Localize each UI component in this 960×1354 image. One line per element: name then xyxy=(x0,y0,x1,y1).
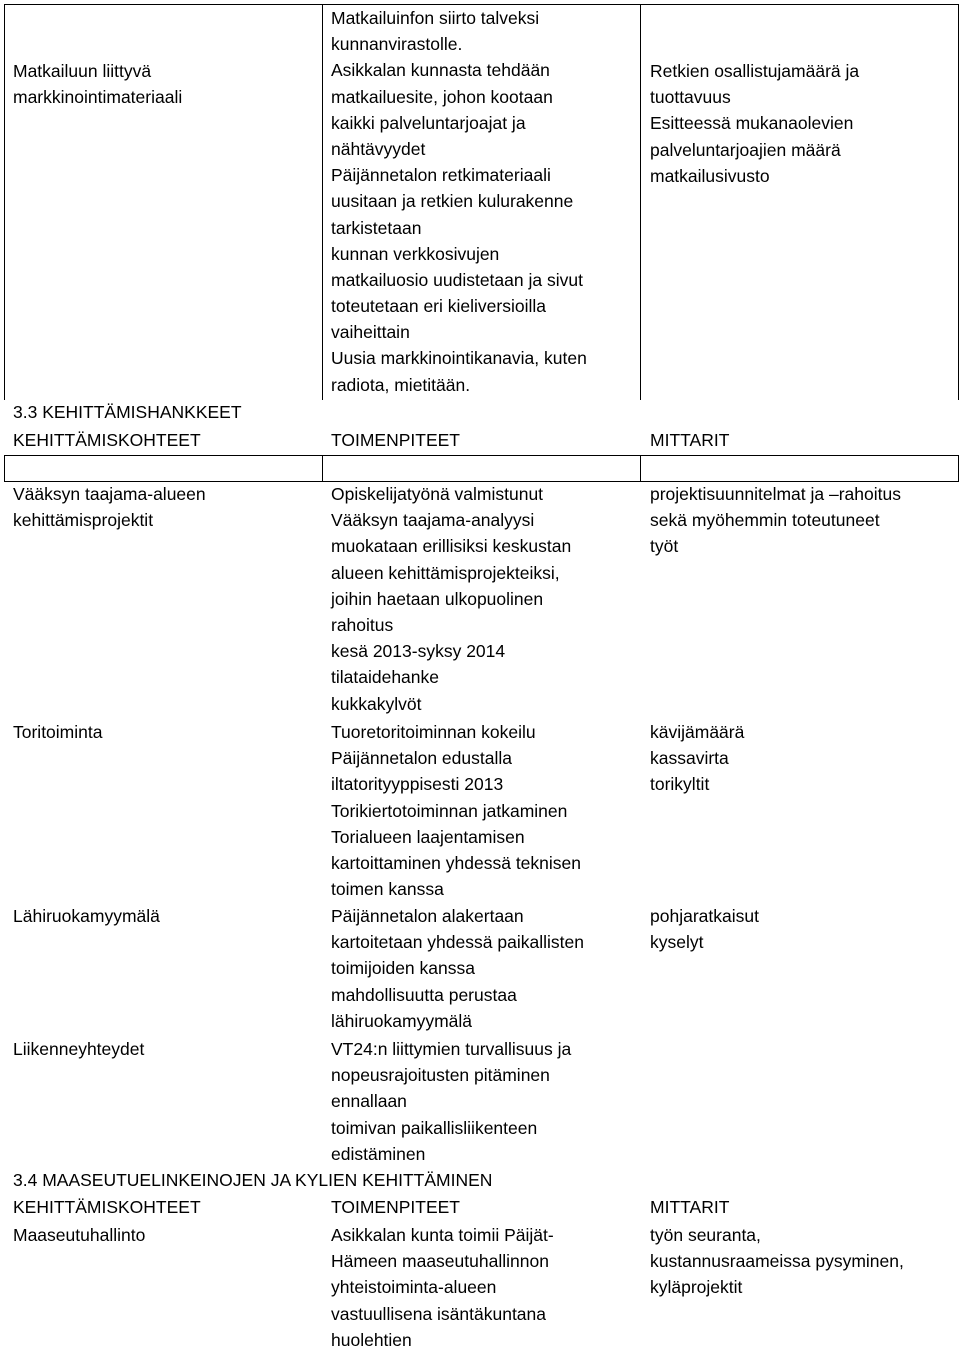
row-target-line: Vääksyn taajama-alueen xyxy=(13,484,206,504)
row-action-line: Päijännetalon edustalla xyxy=(331,748,512,769)
row-maaseutu-actions xyxy=(331,1222,554,1353)
marketing-metric-line: Retkien osallistujamäärä ja xyxy=(650,61,860,81)
marketing-action-line: radiota, mietitään. xyxy=(331,374,471,395)
row-action-line: rahoitus xyxy=(331,614,394,635)
row-action-line: alueen kehittämisprojekteiksi, xyxy=(331,562,560,583)
row-tori-actions xyxy=(331,719,581,902)
marketing-metric-line: palveluntarjoajien määrä xyxy=(650,139,841,160)
row-liikenne-actions xyxy=(331,1036,571,1167)
row-metric-line: kassavirta xyxy=(650,748,729,769)
row-action-line: yhteistoiminta-alueen xyxy=(331,1277,497,1298)
row-liikenne-target xyxy=(13,1036,144,1062)
marketing-action-line: matkailuesite, johon kootaan xyxy=(331,86,553,107)
marketing-action-line: kunnanvirastolle. xyxy=(331,34,463,55)
row-action-line: huolehtien xyxy=(331,1329,412,1350)
row-action-line: Hämeen maaseutuhallinnon xyxy=(331,1251,549,1272)
row-action-line: toimivan paikallisliikenteen xyxy=(331,1117,538,1138)
row-target-line: Toritoiminta xyxy=(13,722,103,742)
divider-col3-top xyxy=(640,4,641,400)
row-tori-target xyxy=(13,719,102,745)
row-metric-line: työn seuranta, xyxy=(650,1225,761,1245)
marketing-action-line: kunnan verkkosivujen xyxy=(331,243,500,264)
row-lahiruoka-target xyxy=(13,903,160,929)
row-vaaksy-metrics xyxy=(650,481,901,560)
row-target-line: Lähiruokamyymälä xyxy=(13,906,160,926)
empty-row-top-border xyxy=(4,455,959,456)
col-header-metrics xyxy=(650,427,729,453)
marketing-metric-line: Esitteessä mukanaolevien xyxy=(650,113,854,134)
col-header-text: MITTARIT xyxy=(650,430,730,450)
marketing-metric-line: tuottavuus xyxy=(650,87,731,108)
row-lahiruoka-metrics xyxy=(650,903,759,955)
col-header-text: MITTARIT xyxy=(650,1197,730,1217)
row-action-line: Opiskelijatyönä valmistunut xyxy=(331,484,544,504)
empty-row-right xyxy=(958,455,959,482)
marketing-action-line: Päijännetalon retkimateriaali xyxy=(331,165,551,186)
row-target-line: kehittämisprojektit xyxy=(13,510,154,531)
marketing-action-line: nähtävyydet xyxy=(331,138,426,159)
row-action-line: iltatorityyppisesti 2013 xyxy=(331,774,504,795)
row-action-line: tilataidehanke xyxy=(331,667,439,688)
row-action-line: kartoitetaan yhdessä paikallisten xyxy=(331,932,584,953)
row-metric-line: kyläprojektit xyxy=(650,1277,743,1298)
row-action-line: VT24:n liittymien turvallisuus ja xyxy=(331,1039,572,1059)
col-header-text: KEHITTÄMISKOHTEET xyxy=(13,430,201,450)
marketing-metrics xyxy=(650,58,859,189)
row-metric-line: projektisuunnitelmat ja –rahoitus xyxy=(650,484,901,504)
marketing-target xyxy=(13,58,182,110)
row-action-line: edistäminen xyxy=(331,1143,426,1164)
row-metric-line: sekä myöhemmin toteutuneet xyxy=(650,510,880,531)
marketing-action-line: Uusia markkinointikanavia, kuten xyxy=(331,348,587,369)
row-action-line: lähiruokamyymälä xyxy=(331,1010,473,1031)
col-header-actions-3-4 xyxy=(331,1194,460,1220)
marketing-target-line: markkinointimateriaali xyxy=(13,87,183,108)
row-vaaksy-target xyxy=(13,481,206,533)
marketing-action-line: tarkistetaan xyxy=(331,217,422,238)
row-action-line: toimen kanssa xyxy=(331,879,444,900)
marketing-action-line: uusitaan ja retkien kulurakenne xyxy=(331,191,574,212)
row-action-line: Asikkalan kunta toimii Päijät- xyxy=(331,1225,554,1245)
marketing-actions xyxy=(331,5,587,398)
left-border-top xyxy=(4,4,5,400)
row-action-line: nopeusrajoitusten pitäminen xyxy=(331,1065,550,1086)
row-action-line: Päijännetalon alakertaan xyxy=(331,906,524,926)
col-header-text: KEHITTÄMISKOHTEET xyxy=(13,1197,201,1217)
marketing-action-line: matkailuosio uudistetaan ja sivut xyxy=(331,269,583,290)
row-action-line: Torikiertotoiminnan jatkaminen xyxy=(331,800,568,821)
row-action-line: mahdollisuutta perustaa xyxy=(331,984,517,1005)
row-action-line: joihin haetaan ulkopuolinen xyxy=(331,588,544,609)
col-header-text: TOIMENPITEET xyxy=(331,430,460,450)
row-action-line: muokataan erillisiksi keskustan xyxy=(331,536,572,557)
row-action-line: toimijoiden kanssa xyxy=(331,958,475,979)
section-3-4-heading xyxy=(13,1167,492,1193)
section-heading-text: 3.3 KEHITTÄMISHANKKEET xyxy=(13,402,242,422)
row-action-line: Torialueen laajentamisen xyxy=(331,826,525,847)
row-maaseutu-metrics xyxy=(650,1222,904,1301)
marketing-action-line: vaiheittain xyxy=(331,322,410,343)
col-header-targets-3-4 xyxy=(13,1194,201,1220)
empty-row-left xyxy=(4,455,5,482)
row-lahiruoka-actions xyxy=(331,903,584,1034)
row-action-line: Vääksyn taajama-analyysi xyxy=(331,510,535,531)
marketing-action-line: Matkailuinfon siirto talveksi xyxy=(331,8,540,28)
row-vaaksy-actions xyxy=(331,481,571,717)
col-header-text: TOIMENPITEET xyxy=(331,1197,460,1217)
section-3-3-heading xyxy=(13,399,242,425)
marketing-target-line: Matkailuun liittyvä xyxy=(13,61,152,81)
row-action-line: kukkakylvöt xyxy=(331,693,422,714)
row-metric-line: kustannusraameissa pysyminen, xyxy=(650,1251,904,1272)
empty-row-divider-2 xyxy=(640,455,641,482)
row-action-line: kesä 2013-syksy 2014 xyxy=(331,641,506,662)
row-metric-line: kävijämäärä xyxy=(650,722,745,742)
col-header-targets xyxy=(13,427,201,453)
row-metric-line: työt xyxy=(650,536,679,557)
col-header-actions xyxy=(331,427,460,453)
marketing-action-line: toteutetaan eri kieliversioilla xyxy=(331,296,546,317)
marketing-action-line: Asikkalan kunnasta tehdään xyxy=(331,60,550,81)
row-action-line: vastuullisena isäntäkuntana xyxy=(331,1303,547,1324)
empty-row-divider-1 xyxy=(322,455,323,482)
marketing-action-line: kaikki palveluntarjoajat ja xyxy=(331,112,526,133)
row-action-line: Tuoretoritoiminnan kokeilu xyxy=(331,722,536,742)
marketing-metric-line: matkailusivusto xyxy=(650,165,770,186)
section-heading-text: 3.4 MAASEUTUELINKEINOJEN JA KYLIEN KEHITTÄMINEN xyxy=(13,1170,493,1190)
row-action-line: kartoittaminen yhdessä teknisen xyxy=(331,852,581,873)
row-target-line: Maaseutuhallinto xyxy=(13,1225,146,1245)
row-metric-line: torikyltit xyxy=(650,774,710,795)
row-target-line: Liikenneyhteydet xyxy=(13,1039,145,1059)
col-header-metrics-3-4 xyxy=(650,1194,729,1220)
divider-col2-top xyxy=(322,4,323,400)
row-tori-metrics xyxy=(650,719,744,798)
row-maaseutu-target xyxy=(13,1222,145,1248)
row-action-line: ennallaan xyxy=(331,1091,407,1112)
row-metric-line: pohjaratkaisut xyxy=(650,906,759,926)
row-metric-line: kyselyt xyxy=(650,932,704,953)
right-border-top xyxy=(958,4,959,400)
